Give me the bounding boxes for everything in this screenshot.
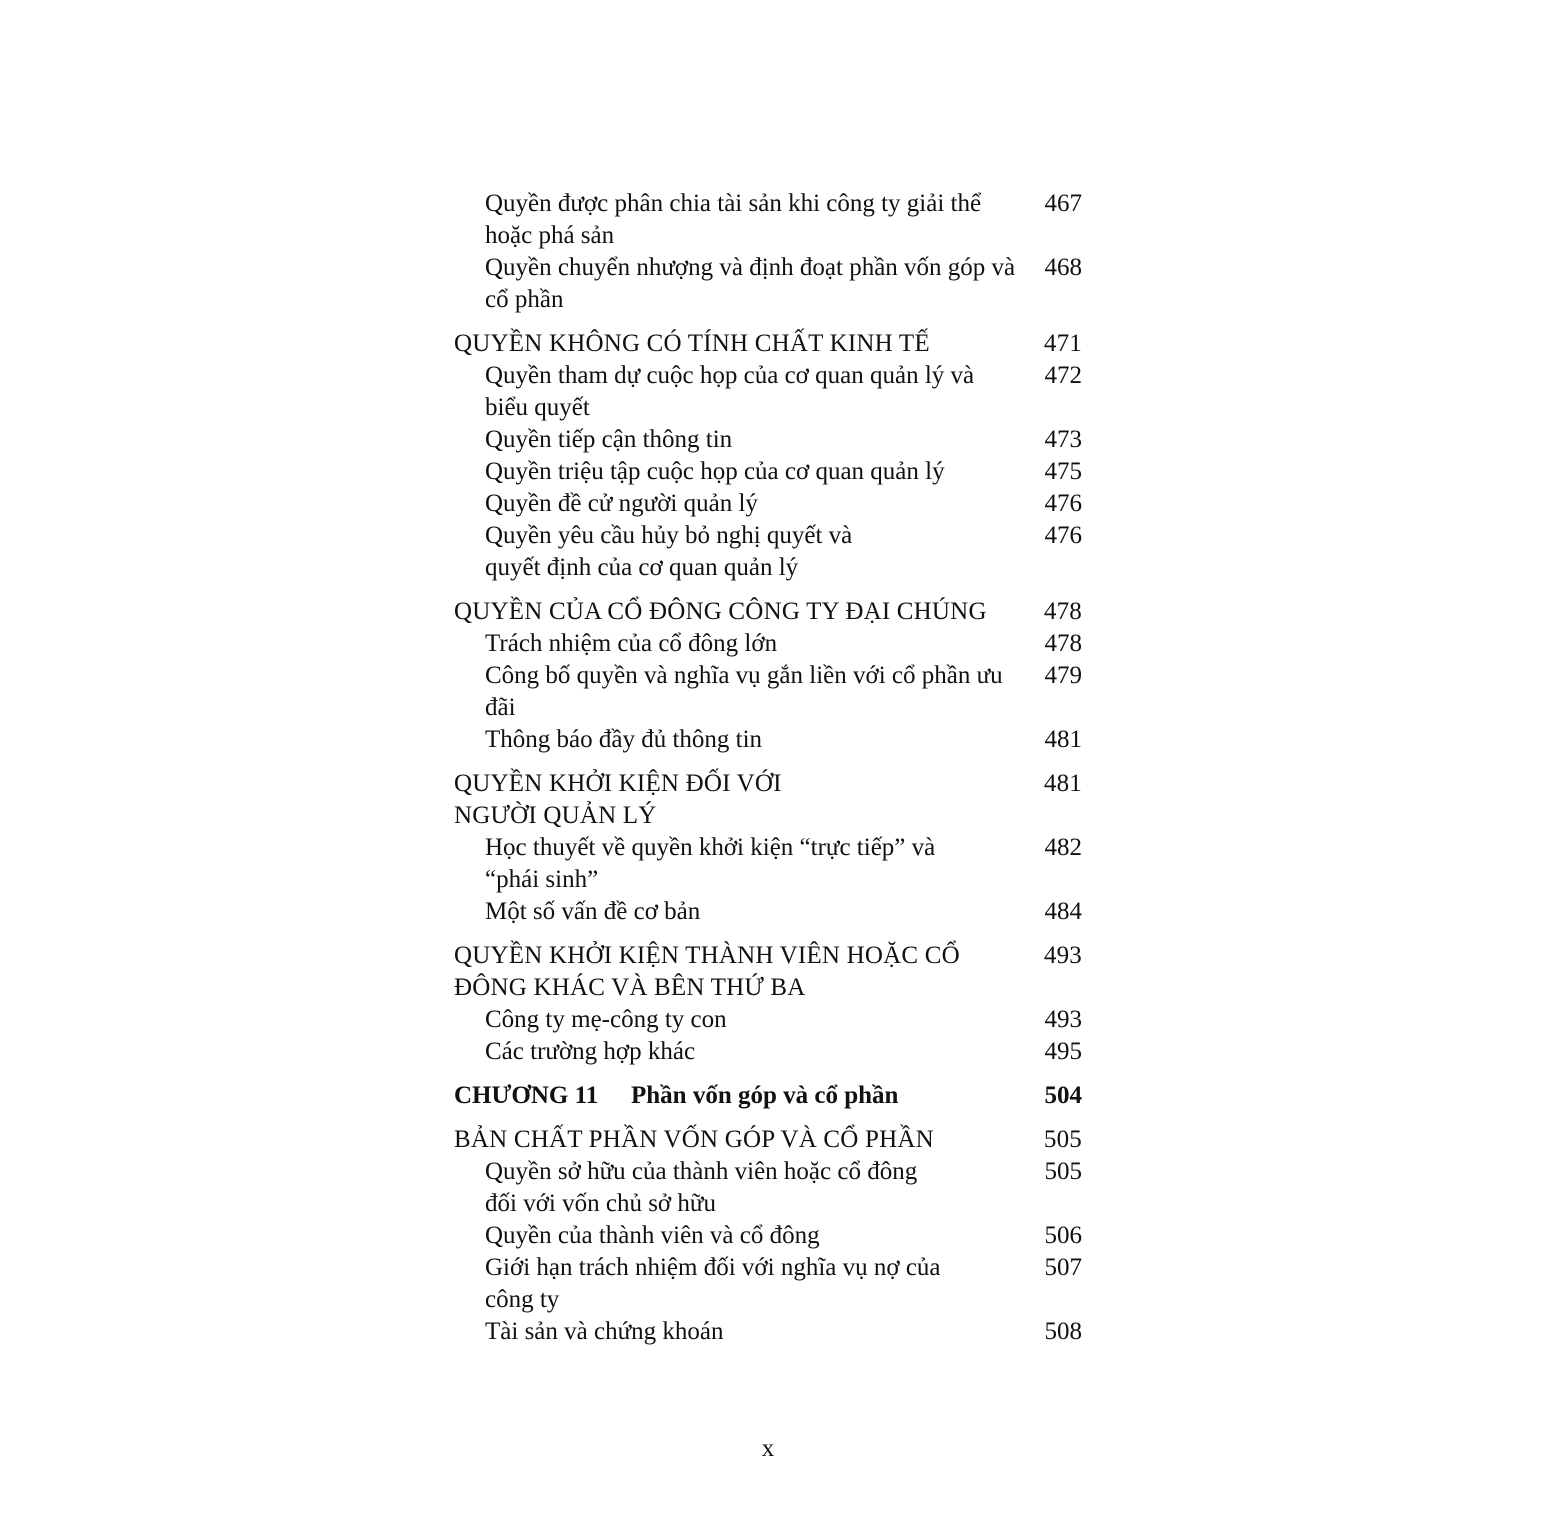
toc-entry-title: Thông báo đầy đủ thông tin [485, 726, 763, 753]
toc-entry-title: Quyền yêu cầu hủy bỏ nghị quyết và quyết định của cơ quan quản lý [485, 522, 853, 581]
toc-page-number: 478 [1044, 630, 1082, 657]
toc-section-title: BẢN CHẤT PHẦN VỐN GÓP VÀ CỔ PHẦN [454, 1126, 934, 1153]
toc-page-number: 468 [1044, 254, 1082, 281]
toc-page-number: 506 [1044, 1222, 1082, 1249]
toc-section [454, 940, 1082, 1004]
toc-entry [454, 456, 1082, 488]
toc-section [454, 596, 1082, 628]
toc-page-number: 476 [1044, 490, 1082, 517]
toc-entry [454, 1036, 1082, 1068]
toc-section [454, 328, 1082, 360]
toc-page-number: 471 [1043, 330, 1082, 357]
toc-page-number: 505 [1044, 1158, 1082, 1185]
toc-entry [454, 424, 1082, 456]
toc-entry [454, 896, 1082, 928]
toc-page-number: 507 [1044, 1254, 1082, 1281]
toc-entry-title: Quyền đề cử người quản lý [485, 490, 758, 517]
toc-entry [454, 724, 1082, 756]
toc-entry [454, 1252, 1082, 1316]
toc-entry-title: Công bố quyền và nghĩa vụ gắn liền với cổ phần ưu đãi [485, 662, 1003, 721]
toc-page-number: 493 [1044, 1006, 1082, 1033]
toc-chapter [454, 1080, 1082, 1112]
toc-page-number: 505 [1043, 1126, 1082, 1153]
toc-page-number: 493 [1043, 942, 1082, 969]
toc-entry [454, 1316, 1082, 1348]
toc-page-number: 508 [1044, 1318, 1082, 1345]
toc-entry-title: Giới hạn trách nhiệm đối với nghĩa vụ nợ của công ty [485, 1254, 941, 1313]
toc-page-number: 475 [1044, 458, 1082, 485]
toc-page-number: 472 [1044, 362, 1082, 389]
toc-entry-title: Công ty mẹ-công ty con [485, 1006, 727, 1033]
chapter-title: Phần vốn góp và cổ phần [631, 1082, 899, 1109]
toc-entry [454, 252, 1082, 316]
toc-entry-title: Quyền tham dự cuộc họp của cơ quan quản lý và biểu quyết [485, 362, 975, 421]
toc-page-number: 481 [1044, 726, 1082, 753]
toc-section [454, 768, 1082, 832]
toc-section-title: QUYỀN CỦA CỔ ĐÔNG CÔNG TY ĐẠI CHÚNG [454, 598, 987, 625]
toc-entry-title: Một số vấn đề cơ bản [485, 898, 701, 925]
toc-page-number: 478 [1043, 598, 1082, 625]
toc-entry-title: Quyền triệu tập cuộc họp của cơ quan quản lý [485, 458, 945, 485]
toc-page-number: 482 [1044, 834, 1082, 861]
toc-page-number: 495 [1044, 1038, 1082, 1065]
toc-entry [454, 360, 1082, 424]
toc-entry-title: Quyền của thành viên và cổ đông [485, 1222, 820, 1249]
page-folio: x [761, 1435, 775, 1462]
toc-page-number: 479 [1044, 662, 1082, 689]
toc-chapter-title [454, 1080, 1019, 1112]
toc-page-number: 481 [1043, 770, 1082, 797]
toc-entry [454, 660, 1082, 724]
toc-section [454, 1124, 1082, 1156]
toc-page-number: 476 [1044, 522, 1082, 549]
toc-entry [454, 1156, 1082, 1220]
toc-entry-title: Trách nhiệm của cổ đông lớn [485, 630, 778, 657]
toc-entry [454, 1220, 1082, 1252]
toc-entry-title: Quyền tiếp cận thông tin [485, 426, 733, 453]
toc-entry [454, 488, 1082, 520]
toc-entry-title: Học thuyết về quyền khởi kiện “trực tiếp” và “phái sinh” [485, 834, 936, 893]
toc-section-title: QUYỀN KHÔNG CÓ TÍNH CHẤT KINH TẾ [454, 330, 930, 357]
toc-entry [454, 628, 1082, 660]
toc-entry-title: Tài sản và chứng khoán [485, 1318, 724, 1345]
toc-page-number: 467 [1044, 190, 1082, 217]
toc-entry [454, 832, 1082, 896]
toc-page-number: 484 [1044, 898, 1082, 925]
toc-entry-title: Quyền chuyển nhượng và định đoạt phần vốn góp và cổ phần [485, 254, 1016, 313]
toc-entry [454, 188, 1082, 252]
toc-entry-title: Quyền sở hữu của thành viên hoặc cổ đông đối với vốn chủ sở hữu [485, 1158, 918, 1217]
toc-page-number: 473 [1044, 426, 1082, 453]
toc-entry-title: Quyền được phân chia tài sản khi công ty giải thể hoặc phá sản [485, 190, 982, 249]
toc-section-title: QUYỀN KHỞI KIỆN ĐỐI VỚI NGƯỜI QUẢN LÝ [454, 770, 782, 829]
table-of-contents [454, 188, 1082, 1348]
toc-entry-title: Các trường hợp khác [485, 1038, 696, 1065]
toc-entry [454, 520, 1082, 584]
chapter-number: CHƯƠNG 11 [454, 1082, 599, 1109]
toc-entry [454, 1004, 1082, 1036]
toc-section-title: QUYỀN KHỞI KIỆN THÀNH VIÊN HOẶC CỔ ĐÔNG KHÁC VÀ BÊN THỨ BA [454, 942, 960, 1001]
toc-page-number: 504 [1044, 1082, 1082, 1109]
